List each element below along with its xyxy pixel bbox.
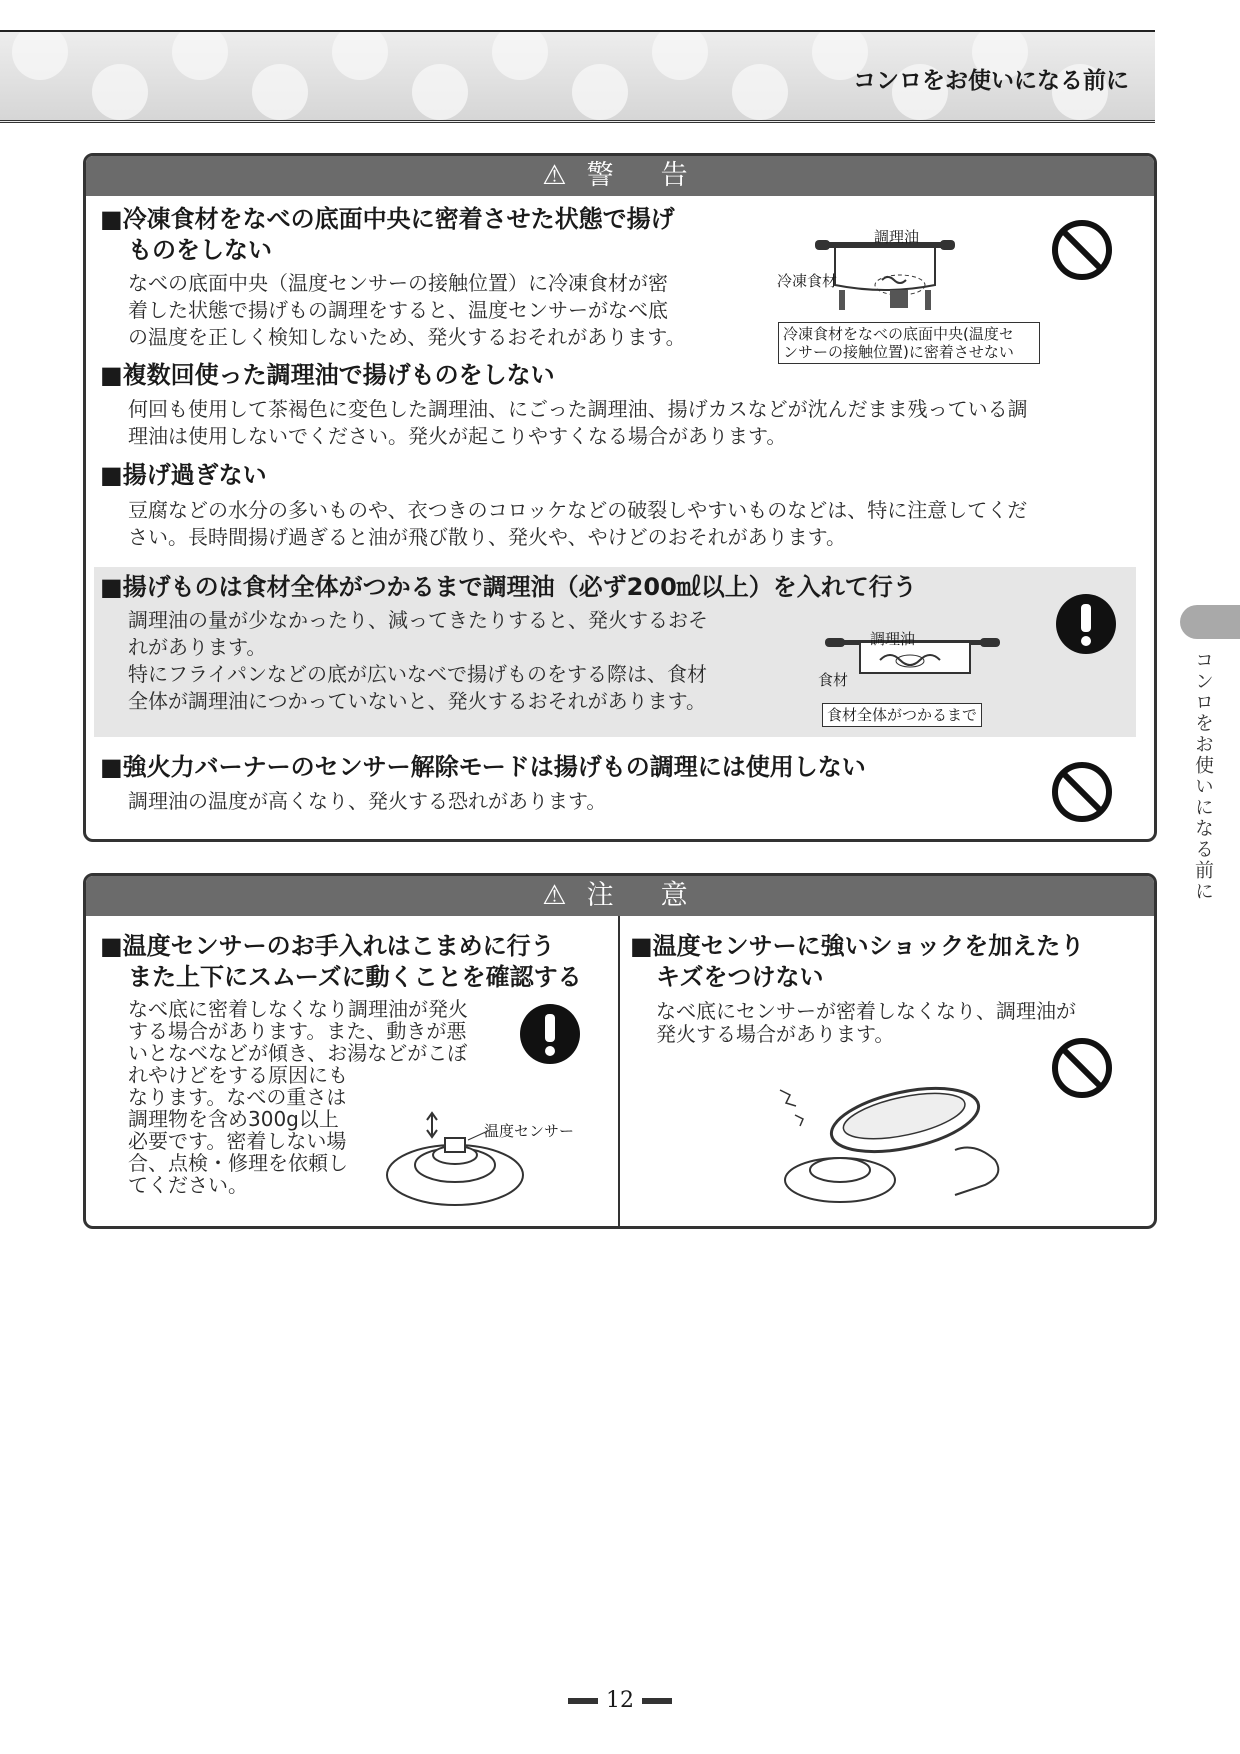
label-oil-2: 調理油 [870, 630, 916, 648]
warning-body-sensor-off: 調理油の温度が高くなり、発火する恐れがあります。 [128, 789, 607, 813]
caution-body-shock-2: 発火する場合があります。 [656, 1022, 895, 1046]
caution-body-shock-1: なべ底にセンサーが密着しなくなり、調理油が [656, 999, 1076, 1023]
caution-line-1: なべ底に密着しなくなり調理油が発火 [128, 997, 468, 1021]
caution-line-4: れやけどをする原因にも [128, 1063, 348, 1087]
caption-food: 食材全体がつかるまで [822, 703, 982, 727]
caution-line-3: いとなべなどが傾き、お湯などがこぼ [128, 1041, 468, 1065]
prohibited-icon [1051, 219, 1113, 281]
warning-body-frozen-1: なべの底面中央（温度センサーの接触位置）に冷凍食材が密 [128, 271, 668, 295]
warning-body-oil-amount-4: 全体が調理油につかっていないと、発火するおそれがあります。 [128, 689, 706, 713]
prohibited-icon [1051, 1037, 1113, 1099]
warning-heading-reused-oil: ■複数回使った調理油で揚げものをしない [100, 361, 555, 389]
caution-bar [86, 876, 1154, 916]
column-divider [618, 916, 620, 1226]
side-tab [1180, 605, 1240, 639]
caution-line-2: する場合があります。また、動きが悪 [128, 1019, 467, 1043]
warning-body-frozen-3: の温度を正しく検知しないため、発火するおそれがあります。 [128, 325, 686, 349]
warning-body-oil-amount-1: 調理油の量が少なかったり、減ってきたりすると、発火するおそ [128, 608, 708, 632]
label-temperature-sensor: 温度センサー [484, 1122, 575, 1140]
caption-frozen-1: 冷凍食材をなべの底面中央(温度セ [783, 325, 1014, 343]
warning-body-reused-oil-1: 何回も使用して茶褐色に変色した調理油、にごった調理油、揚げカスなどが沈んだまま残っている調 [128, 397, 1028, 421]
label-oil-1: 調理油 [874, 228, 920, 246]
caution-line-6: 調理物を含め300g以上 [128, 1107, 339, 1131]
caution-line-5: なります。なべの重さは [128, 1085, 347, 1109]
warning-triangle-icon: ⚠ [542, 160, 577, 191]
caution-heading-maintenance: ■温度センサーのお手入れはこまめに行う [100, 932, 555, 960]
warning-heading-oil-amount: ■揚げものは食材全体がつかるまで調理油（必ず200㎖以上）を入れて行う [100, 573, 917, 601]
page-title: コンロをお使いになる前に [853, 68, 1129, 94]
warning-heading-frozen: ■冷凍食材をなべの底面中央に密着させた状態で揚げ [100, 205, 675, 233]
warning-heading-sensor-off: ■強火力バーナーのセンサー解除モードは揚げもの調理には使用しない [100, 753, 866, 781]
warning-heading-frozen-cont: ものをしない [128, 236, 272, 264]
mandatory-icon [519, 1003, 581, 1065]
caution-line-9: てください。 [128, 1173, 248, 1197]
page-number [0, 1688, 1240, 1713]
warning-bar [86, 156, 1154, 196]
caution-line-8: 合、点検・修理を依頼し [128, 1151, 348, 1175]
caution-line-7: 必要です。密着しない場 [128, 1129, 347, 1153]
warning-body-reused-oil-2: 理油は使用しないでください。発火が起こりやすくなる場合があります。 [128, 424, 787, 448]
prohibited-icon [1051, 761, 1113, 823]
caption-frozen-2: ンサーの接触位置)に密着させない [783, 343, 1014, 361]
caution-triangle-icon: ⚠ [542, 880, 577, 911]
caution-heading-maintenance-cont: また上下にスムーズに動くことを確認する [128, 963, 582, 991]
warning-body-oil-amount-2: れがあります。 [128, 635, 267, 659]
warning-body-oil-amount-3: 特にフライパンなどの底が広いなべで揚げものをする際は、食材 [128, 662, 707, 686]
page-dash-right [642, 1698, 672, 1704]
warning-label: 警 告 [586, 160, 698, 191]
label-frozen-food: 冷凍食材 [777, 272, 838, 290]
warning-body-overfry-1: 豆腐などの水分の多いものや、衣つきのコロッケなどの破裂しやすいものなどは、特に注意してくだ [128, 498, 1028, 522]
label-food: 食材 [818, 671, 849, 689]
caution-heading-shock-cont: キズをつけない [656, 963, 824, 991]
mandatory-icon [1055, 593, 1117, 655]
page-dash-left [568, 1698, 598, 1704]
pan-impact-illustration [775, 1070, 1015, 1210]
caption-frozen [778, 322, 1040, 364]
header-band [0, 30, 1155, 123]
caution-heading-shock: ■温度センサーに強いショックを加えたり [630, 932, 1085, 960]
warning-heading-overfry: ■揚げ過ぎない [100, 461, 267, 489]
warning-body-overfry-2: さい。長時間揚げ過ぎると油が飛び散り、発火や、やけどのおそれがあります。 [128, 525, 846, 549]
side-tab-label: コンロをお使いになる前に [1192, 650, 1214, 902]
warning-body-frozen-2: 着した状態で揚げもの調理をすると、温度センサーがなべ底 [128, 298, 668, 322]
page-number-value: 12 [606, 1688, 634, 1713]
caution-label: 注 意 [586, 880, 698, 911]
